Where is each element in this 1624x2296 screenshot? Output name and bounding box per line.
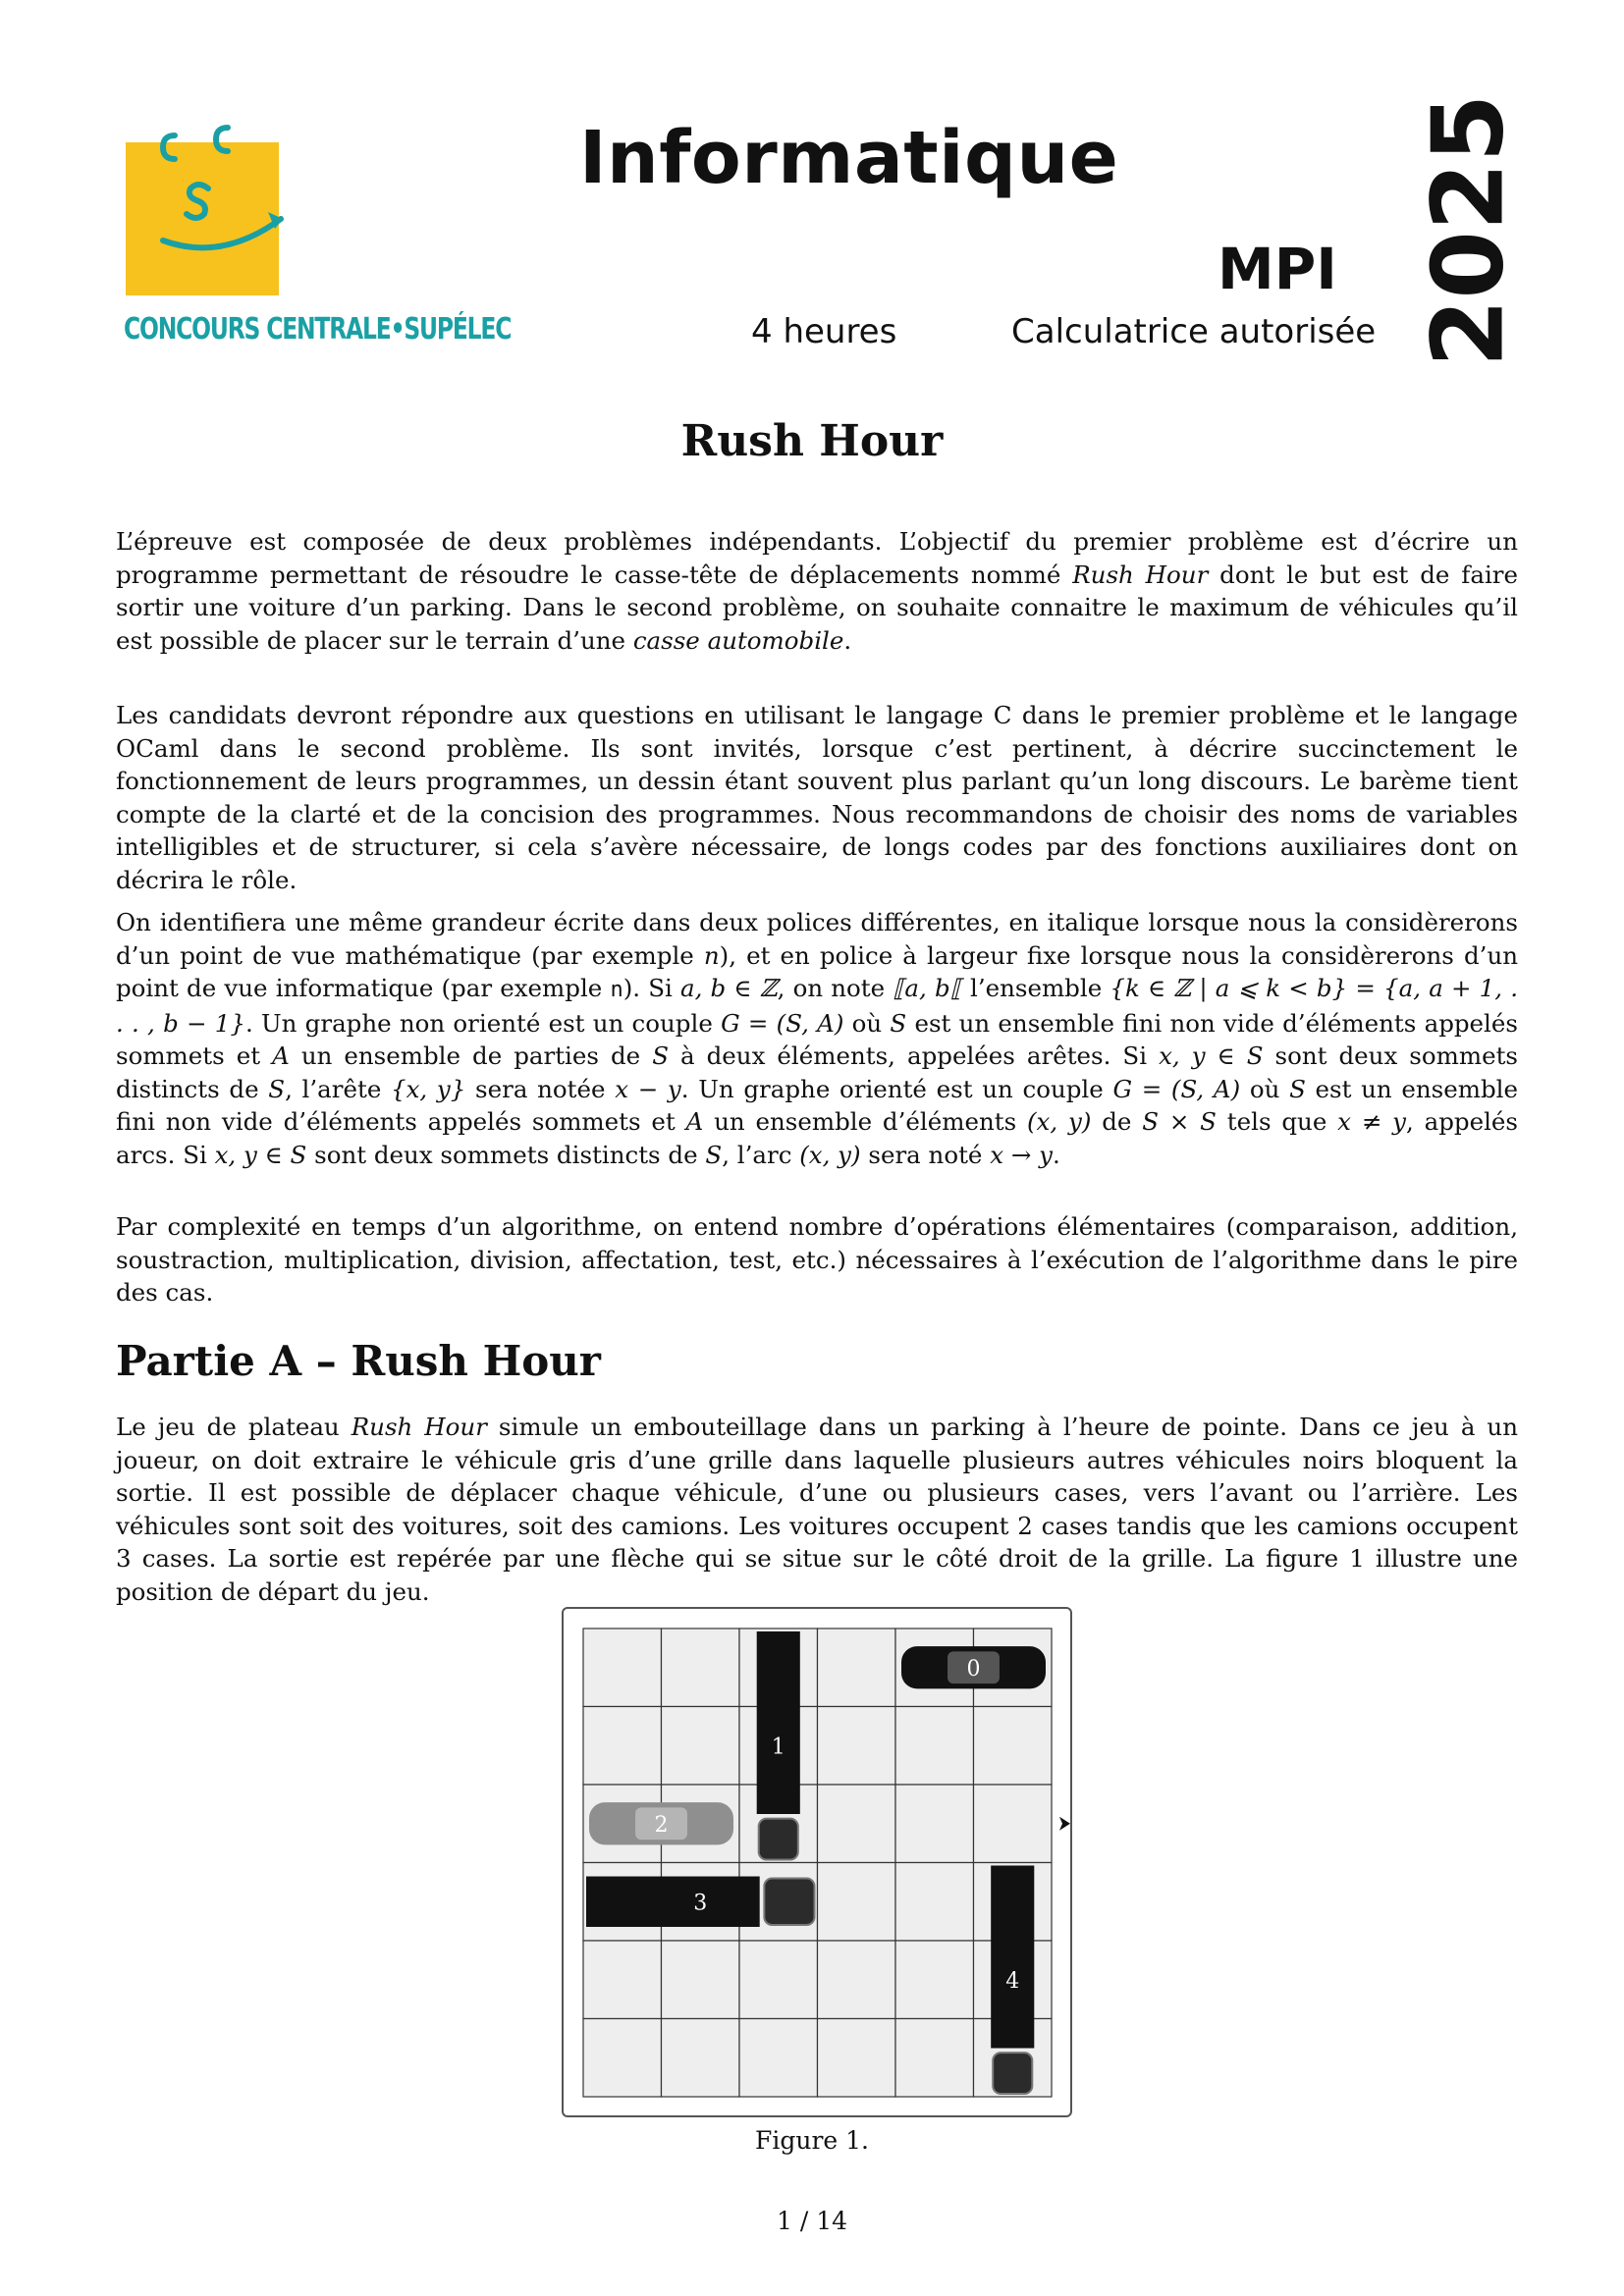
vehicle-cargo [991,1866,1034,2049]
vehicle-cargo [757,1631,800,1814]
exit-arrow-icon [1059,1817,1070,1831]
grid-cell [895,2019,974,2098]
vehicle-0 [901,1646,1046,1688]
grid-cell [895,1863,974,1942]
grid-cell [583,1629,662,1707]
vehicle-label: 1 [771,1735,785,1760]
vehicle-label: 2 [654,1812,669,1838]
page-number: 1 / 14 [776,2207,848,2235]
grid-cell [662,2019,740,2098]
grid-cell [818,1707,896,1786]
rush-hour-board [562,1607,1072,2117]
notation-paragraph: On identifiera une même grandeur écrite dans deux polices différentes, en italique lorsque nous la considèrerons d’un point de vue mathématique (par exemple n), et en police à largeur fixe lorsque nous la considèrerons d’un point de vue informatique (par exemple n). Si a, b ∈ ℤ, on note ⟦a, b⟦ l’ensemble {k ∈ ℤ | a ⩽ k < b} = {a, a + 1, . . . , b − 1}. Un graphe non orienté est un couple G = (S, A) où S est un ensemble fini non vide d’éléments appelés sommets et A un ensemble de parties de S à deux éléments, appelées arêtes. Si x, y ∈ S sont deux sommets distincts de S, l’arête {x, y} sera notée x − y. Un graphe orienté est un couple G = (S, A) où S est un ensemble fini non vide d’éléments appelés sommets et A un ensemble d’éléments (x, y) de S × S tels que x ≠ y, appelés arcs. Si x, y ∈ S sont deux sommets distincts de S, l’arc (x, y) sera noté x → y. [116,908,1519,1169]
section-heading: Partie A – Rush Hour [116,1337,601,1385]
page-title: Rush Hour [680,416,944,466]
grid-cell [583,2019,662,2098]
intro-paragraph: L’épreuve est composée de deux problèmes indépendants. L’objectif du premier problème est d’écrire un programme permettant de résoudre le casse-tête de déplacements nommé Rush Hour dont le but est de faire sortir une voiture d’un parking. Dans le second problème, on souhaite connaitre le maximum de véhicules qu’il est possible de placer sur le terrain d’une casse automobile. [116,527,1519,655]
grid-cell [818,1785,896,1863]
year-text: 2025 [1410,93,1526,368]
calculator-label: Calculatrice autorisée [1011,312,1377,351]
vehicle-label: 3 [693,1891,708,1916]
grid-cell [818,2019,896,2098]
grid-cell [662,1629,740,1707]
figure-caption: Figure 1. [755,2126,869,2155]
grid-cell [895,1785,974,1863]
year-label [1404,93,1532,368]
grid-cell [662,1941,740,2019]
grid-cell [974,1707,1053,1786]
duration-label: 4 heures [751,312,897,351]
vehicle-cab [993,2053,1032,2094]
vehicle-cab [764,1879,814,1925]
track-label: MPI [1218,236,1337,302]
ccs-logo-icon [126,108,342,324]
grid-cell [739,1941,818,2019]
grid-cell [583,1707,662,1786]
grid-cell [818,1629,896,1707]
vehicle-cab [759,1819,798,1860]
grid-cell [583,1941,662,2019]
vehicle-label: 0 [966,1656,981,1682]
vehicle-3 [586,1877,815,1927]
vehicle-4 [991,1866,1034,2095]
grid-cell [739,2019,818,2098]
vehicle-2 [589,1802,733,1844]
vehicle-label: 4 [1005,1968,1020,1994]
game-description-paragraph: Le jeu de plateau Rush Hour simule un embouteillage dans un parking à l’heure de pointe. Dans ce jeu à un joueur, on doit extraire le véhicule gris d’une grille dans laquelle plusieurs autres véhicules noirs bloquent la sortie. Il est possible de déplacer chaque véhicule, d’une ou plusieurs cases, vers l’avant ou l’arrière. Les véhicules sont soit des voitures, soit des camions. Les voitures occupent 2 cases tandis que les camions occupent 3 cases. La sortie est repérée par une flèche qui se situe sur le côté droit de la grille. La figure 1 illustre une position de départ du jeu. [116,1413,1518,1606]
vehicle-cargo [586,1877,760,1927]
grid-cell [818,1863,896,1942]
logo-text: CONCOURS CENTRALE•SUPÉLEC [124,312,512,347]
instructions-paragraph: Les candidats devront répondre aux questions en utilisant le langage C dans le premier problème et le langage OCaml dans le second problème. Ils sont invités, lorsque c’est pertinent, à décrire succinctement le fonctionnement de leurs programmes, un dessin étant souvent plus parlant qu’un long discours. Le barème tient compte de la clarté et de la concision des programmes. Nous recommandons de choisir des noms de variables intelligibles et de structurer, si cela s’avère nécessaire, de longs codes par des fonctions auxiliaires dont on décrira le rôle. [116,701,1518,894]
complexity-paragraph: Par complexité en temps d’un algorithme, on entend nombre d’opérations élémentaires (comparaison, addition, soustraction, multiplication, division, affectation, test, etc.) nécessaires à l’exécution de l’algorithme dans le pire des cas. [116,1212,1518,1307]
grid-cell [818,1941,896,2019]
grid-cell [974,1785,1053,1863]
vehicle-1 [757,1631,800,1860]
grid-cell [662,1707,740,1786]
subject-title: Informatique [579,116,1119,200]
grid-cell [895,1707,974,1786]
grid-cell [895,1941,974,2019]
